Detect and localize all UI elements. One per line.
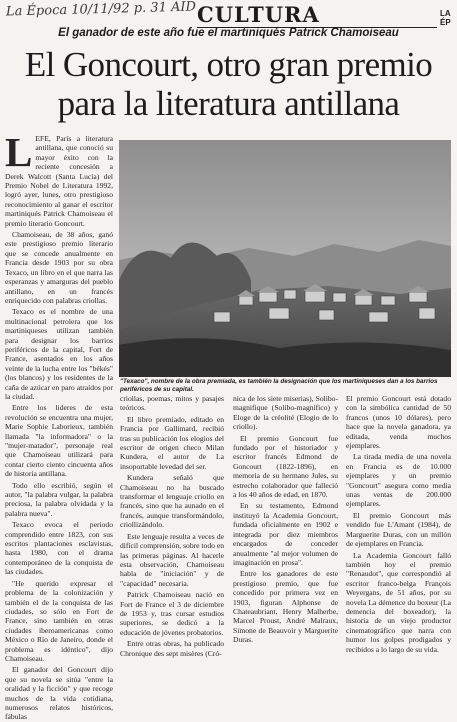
paragraph: El premio Goncourt fue fundado por el historiador y escritor francés Edmond de Goncourt (1822-1896), en memoria de su hermano Jules, su estrecho colaborador que falleció a los 40 años de edad, en 1870. [233, 433, 338, 500]
masthead-fragment: LA ÉP [440, 9, 451, 27]
paragraph: "He querido expresar el problema de la colonización y también el de la conquista de las ciudades, so sólo en Fort de France, sino también en otras ciudades iberoamericanas como México o Río de Janeiro, donde el problema es idéntico", dijo Chamoiseau. [5, 578, 113, 663]
paragraph: Texaco evoca el periodo comprendido entre 1823, con sus escritos plantaciones esclavistas, hasta 1980, con el drama contemporáneo de la conquista de las ciudades. [5, 520, 113, 577]
paragraph: La Academia Goncourt falló también hoy el premio "Renaudot", que correspondió al escritor franco-belga François Weyergans, de 51 años, por su novela La démence du boxeur (La demencia del boxeador), la historia de un viejo productor cinematográfico que narra con humor los golpes prodigados y recibidos a lo largo de su vida. [346, 550, 451, 654]
article-column-4 [346, 394, 451, 654]
paragraph: El premio Goncourt está dotado con la simbólica cantidad de 50 francos (unos 10 dólares), pero hace que la novela ganadora, ya editada, venda muchos ejemplares. [346, 394, 451, 451]
article-column-1 [5, 129, 113, 722]
paragraph: La tirada media de una novela en Francia es de 10.000 ejemplares y un premio "Goncourt" asegura como media unas ventas de 200.000 ejemplares. [346, 452, 451, 509]
headline-line-1: El Goncourt, otro gran premio [24, 45, 433, 84]
paragraph: nica de los siete miserias), Solibo-magnifique (Solibo-magnífico) y Eloge de la créolité (Elogio de lo criollo). [233, 394, 338, 432]
paragraph: Patrick Chamoiseau nació en Fort de France el 3 de diciembre de 1953 y, tras cursar estudios superiores, se dedicó a la educación de jóvenes probatorios. [120, 590, 224, 637]
drop-cap: L [5, 129, 33, 175]
paragraph: EFE, París a literatura antillana, que conoció su mayor éxito con la reciente concesión a Derek Walcott (Santa Lucía) del Premio Nobel de Literatura 1992, logró ayer, lunes, otro prestigioso reconocimiento al ganar el escritor martiniqués Patrick Chamoiseau el premio literario Goncourt. [5, 134, 113, 228]
paragraph: En su testamento, Edmond instituyó la Academia Goncourt, fundada oficialmente en 1902 e integrada por diez miembros encargados de conceder anualmente "al mejor volumen de imaginación en prosa". [233, 501, 338, 567]
handwritten-annotation: La Época 10/11/92 p. 31 AID [5, 0, 197, 20]
paragraph: Este lenguaje resulta a veces de difícil comprensión, sobre todo en las primeras páginas. Al hacerle esta observación, Chamoiseau habla de "iniciación" y de "capacidad" necesaria. [120, 531, 224, 588]
headline [4, 45, 453, 123]
paragraph: Entre los lideres de esta revolución se encuentra una mujer, Marie Sophie Laborieux, también llamada "la informadora" o la "mujer-matador", personaje real que Chamoiseau utilizará para contar cierto ciento cincuenta años de historia antillana. [5, 403, 113, 479]
section-title: CULTURA [197, 2, 320, 27]
paragraph: Todo ello escribió, según el autor, "la palabra vulgar, la palabra preciosa, la palabra olvidada y la palabra nueva". [5, 480, 113, 518]
article-column-3 [233, 394, 338, 645]
paragraph: Chamoiseau, de 38 años, ganó este prestigioso premio literario que se concede anualmente en Francia desde 1903 por su obra Texaco, un libro en el que narra las esperanzas y amarguras del pueblo antillano, en un francés enriquecido con palabras criollas. [5, 230, 113, 305]
article-column-2 [120, 394, 224, 658]
photo-caption: "Texaco", nombre de la obra premiada, es también la designación que los martiniqueses dan a los barrios periféricos de su capital. [120, 378, 438, 393]
paragraph: Kundera señaló que Chamoiseau no ha buscado transformar el lenguaje criollo en francés, sino que ha aunado en el francés, aunque transformándolo, criollizándolo. [120, 473, 224, 530]
paragraph: El libro premiado, editado en Francia por Gallimard, recibió tras su publicación los elogios del escritor de origen checo Milan Kundera, el autor de La insoportable levedad del ser. [120, 414, 224, 471]
paragraph: Entre otras obras, ha publicado Chronique des sept misères (Cró- [120, 639, 224, 658]
paragraph: Entre los ganadores de este prestigioso premio, que fue concedido por primera vez en 1903, figuran Alphonse de Chateaubriant, Henry Malherbe, Marcel Proust, André Malraux, Simone de Beauvoir y Marguerite Duras. [233, 569, 338, 645]
paragraph: criollas, poemas, mitos y pasajes teóricos. [120, 394, 224, 413]
paragraph: El ganador del Goncourt dijo que su novela se sitúa "entre la oralidad y la ficción" y que recoge muchos de la vida cotidiana, numerosos relatos históricos, fábulas [5, 665, 113, 722]
paragraph: El premio Goncourt más vendido fue L'Amant (1984), de Marguerite Duras, con un millón de ejemplares en Francia. [346, 510, 451, 549]
news-photo [119, 140, 451, 377]
paragraph: Texaco es el nombre de una multinacional petrolera que los martiniqueses utilizan también para designar los barrios periféricos de la capital, Fort de France, asentados en los años veinte de la lucha entre los "békés" (los blancos) y los residentes de la caña de azúcar en paro atraídos por la ciudad. [5, 307, 113, 401]
kicker: El ganador de este año fue el martiniqués Patrick Chamoiseau [58, 27, 399, 39]
headline-line-2: para la literatura antillana [57, 84, 400, 123]
